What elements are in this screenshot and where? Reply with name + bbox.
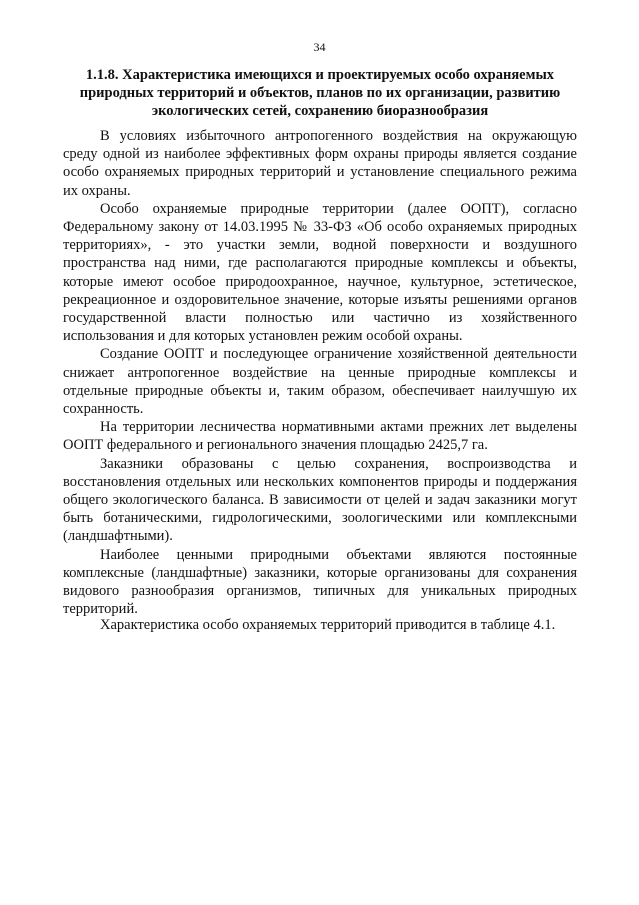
paragraph: Заказники образованы с целью сохранения, воспроизводства и восстановления отдельных или нескольких компонентов природы и поддержания общего экологического баланса. В зависимости от целей и задач заказники могут быть ботаническими, гидрологическими, зоологическими или комплексными (ландшафтными). bbox=[63, 455, 577, 545]
paragraph: Создание ООПТ и последующее ограничение хозяйственной деятельности снижает антропогенное воздействие на ценные природные комплексы и отдельные природные объекты и, таким образом, обеспечивает наилучшую их сохранность. bbox=[63, 346, 577, 418]
paragraph: На территории лесничества нормативными актами прежних лет выделены ООПТ федерального и регионального значения площадью 2425,7 га. bbox=[63, 419, 577, 454]
body-text bbox=[63, 127, 577, 618]
closing-sentence: Характеристика особо охраняемых территорий приводится в таблице 4.1. bbox=[100, 617, 556, 633]
page-number: 34 bbox=[313, 40, 326, 54]
paragraph: Наиболее ценными природными объектами являются постоянные комплексные (ландшафтные) заказники, которые организованы для сохранения видового разнообразия организмов, типичных для уникальных природных территорий. bbox=[63, 546, 577, 618]
paragraph: Особо охраняемые природные территории (далее ООПТ), согласно Федеральному закону от 14.03.1995 № 33-ФЗ «Об особо охраняемых природных территориях», - это участки земли, водной поверхности и воздушного пространства над ними, где располагаются природные комплексы и объекты, которые имеют особое природоохранное, научное, культурное, эстетическое, рекреационное и оздоровительное значение, которые изъяты решениями органов государственной власти полностью или частично из хозяйственного использования и для которых установлен режим особой охраны. bbox=[63, 200, 577, 345]
paragraph: В условиях избыточного антропогенного воздействия на окружающую среду одной из наиболее эффективных форм охраны природы является создание особо охраняемых природных территорий и установление специального режима их охраны. bbox=[63, 128, 577, 199]
section-heading: 1.1.8. Характеристика имеющихся и проектируемых особо охраняемых природных территорий и объектов, планов по их организации, развитию экологических сетей, сохранению биоразнообразия bbox=[79, 67, 561, 119]
